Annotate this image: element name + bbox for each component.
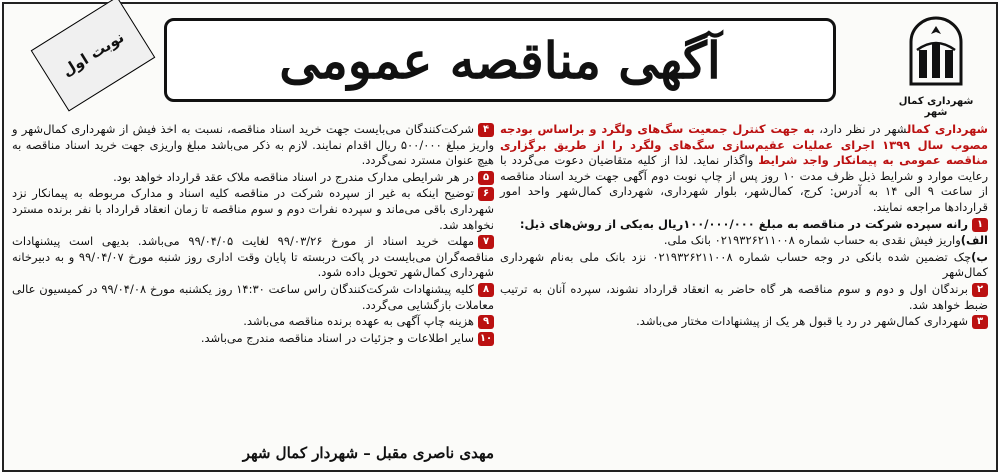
- item-text: واریز فیش نقدی به حساب شماره ۰۲۱۹۳۲۶۲۱۱۰۰۸ بانک ملی.: [663, 233, 961, 248]
- intro-highlight: به جهت کنترل جمعیت سگ‌های ولگرد و براساس بودجه مصوب سال ۱۳۹۹ اجرای عملیات عقیم‌سازی سگ‌های ولگرد را از طریق برگزاری مناقصه عمومی به پیمانکار واجد شرایط: [500, 122, 988, 168]
- item-number: ۴: [478, 123, 494, 137]
- list-item: [12, 314, 494, 330]
- item-text: چک تضمین شده بانکی در وجه حساب شماره ۰۲۱۹۳۲۶۲۱۱۰۰۸ نزد بانک ملی به‌نام شهرداری کمال‌شهر: [500, 249, 988, 280]
- item-number: ۵: [478, 171, 494, 185]
- intro-text-1: شهر در نظر دارد،: [819, 122, 908, 136]
- item-number: ۸: [478, 283, 494, 297]
- left-column: [12, 122, 494, 347]
- list-item: [500, 217, 988, 233]
- first-publication-badge: نوبت اول: [31, 0, 156, 112]
- item-text: مهلت خرید اسناد از مورخ ۹۹/۰۳/۲۶ لغایت ۹۹/۰۴/۰۵ می‌باشد. بدیهی است پیشنهادات مناقصه‌گران می‌بایست در پاکت دربسته تا پایان وقت اداری روز شنبه مورخ ۹۹/۰۴/۰۷ و به دبیرخانه شهرداری کمال‌شهر تحویل داده شود.: [12, 234, 494, 280]
- item-number: ۶: [478, 187, 494, 201]
- list-item: [12, 331, 494, 347]
- list-item: [12, 234, 494, 281]
- item-label: ب): [971, 249, 988, 264]
- municipality-logo: [886, 14, 986, 118]
- item-text: شهرداری کمال‌شهر در رد یا قبول هر یک از پیشنهادات مختار می‌باشد.: [636, 314, 968, 329]
- item-label: الف): [960, 233, 988, 248]
- intro-paragraph: [500, 122, 988, 216]
- list-item: [500, 250, 988, 281]
- title-box: [164, 18, 836, 102]
- list-item: [12, 122, 494, 169]
- tender-notice: [2, 2, 998, 472]
- notice-title: آگهی مناقصه عمومی: [279, 30, 721, 90]
- item-number: ۷: [478, 235, 494, 249]
- municipality-emblem-icon: [901, 14, 971, 94]
- intro-org: شهرداری کمال: [907, 122, 988, 136]
- item-text: برندگان اول و دوم و سوم مناقصه هر گاه حاضر به انعقاد قرارداد نشوند، سپرده آنان به ترتیب ضبط خواهد شد.: [500, 281, 988, 312]
- list-item: [500, 233, 988, 249]
- intro-text-2: واگذار نماید. لذا از کلیه متقاضیان دعوت می‌گردد با رعایت موارد و شرایط ذیل ظرف مدت ۱۰ روز پس از چاپ نوبت دوم آگهی جهت خرید اسناد مناقصه از ساعت ۹ الی ۱۴ به آدرس: کرج، کمال‌شهر، بلوار شهرداری، شهرداری کمال‌شهر واحد امور قراردادها مراجعه نمایند.: [500, 153, 988, 214]
- list-item: [500, 314, 988, 330]
- item-text: توضیح اینکه به غیر از سپرده شرکت در مناقصه کلیه اسناد و مدارک مربوطه به پیمانکار نزد شهرداری باقی می‌ماند و سپرده نفرات دوم و سوم مناقصه تا زمان انعقاد قرارداد با نفر برنده مسترد نخواهد شد.: [12, 186, 494, 232]
- item-text: شرکت‌کنندگان می‌بایست جهت خرید اسناد مناقصه، نسبت به اخذ فیش از شهرداری کمال‌شهر و واریز مبلغ ۵۰۰/۰۰۰ ریال اقدام نمایند. لازم به ذکر می‌باشد مبلغ واریزی جهت خرید اسناد مناقصه به هیچ عنوان مسترد نمی‌گردد.: [12, 122, 494, 168]
- right-column: [500, 122, 988, 331]
- item-number: ۱۰: [479, 332, 493, 344]
- item-text: هزینه چاپ آگهی به عهده برنده مناقصه می‌باشد.: [243, 314, 474, 329]
- logo-caption: شهرداری کمال شهر: [898, 96, 974, 118]
- list-item: [12, 170, 494, 186]
- list-item: [12, 186, 494, 233]
- list-item: [500, 282, 988, 313]
- list-item: [12, 282, 494, 313]
- item-number: ۳: [972, 315, 988, 329]
- item-number: ۱: [972, 218, 988, 232]
- header: [4, 4, 996, 120]
- item-text: رانه سپرده شرکت در مناقصه به مبلغ ۱۰۰/۰۰۰/۰۰۰ریال به‌یکی از روش‌های ذیل:: [519, 216, 968, 231]
- item-text: سایر اطلاعات و جزئیات در اسناد مناقصه مندرج می‌باشد.: [200, 330, 474, 345]
- item-number: ۹: [478, 315, 494, 329]
- mayor-signature: مهدی ناصری مقبل – شهردار کمال شهر: [242, 444, 494, 462]
- item-number: ۲: [972, 283, 988, 297]
- item-text: کلیه پیشنهادات شرکت‌کنندگان راس ساعت ۱۴:۳۰ روز یکشنبه مورخ ۹۹/۰۴/۰۸ در کمیسیون عالی معاملات بازگشایی می‌گردد.: [12, 281, 494, 312]
- item-text: در هر شرایطی مدارک مندرج در اسناد مناقصه ملاک عقد قرارداد خواهد بود.: [113, 169, 474, 184]
